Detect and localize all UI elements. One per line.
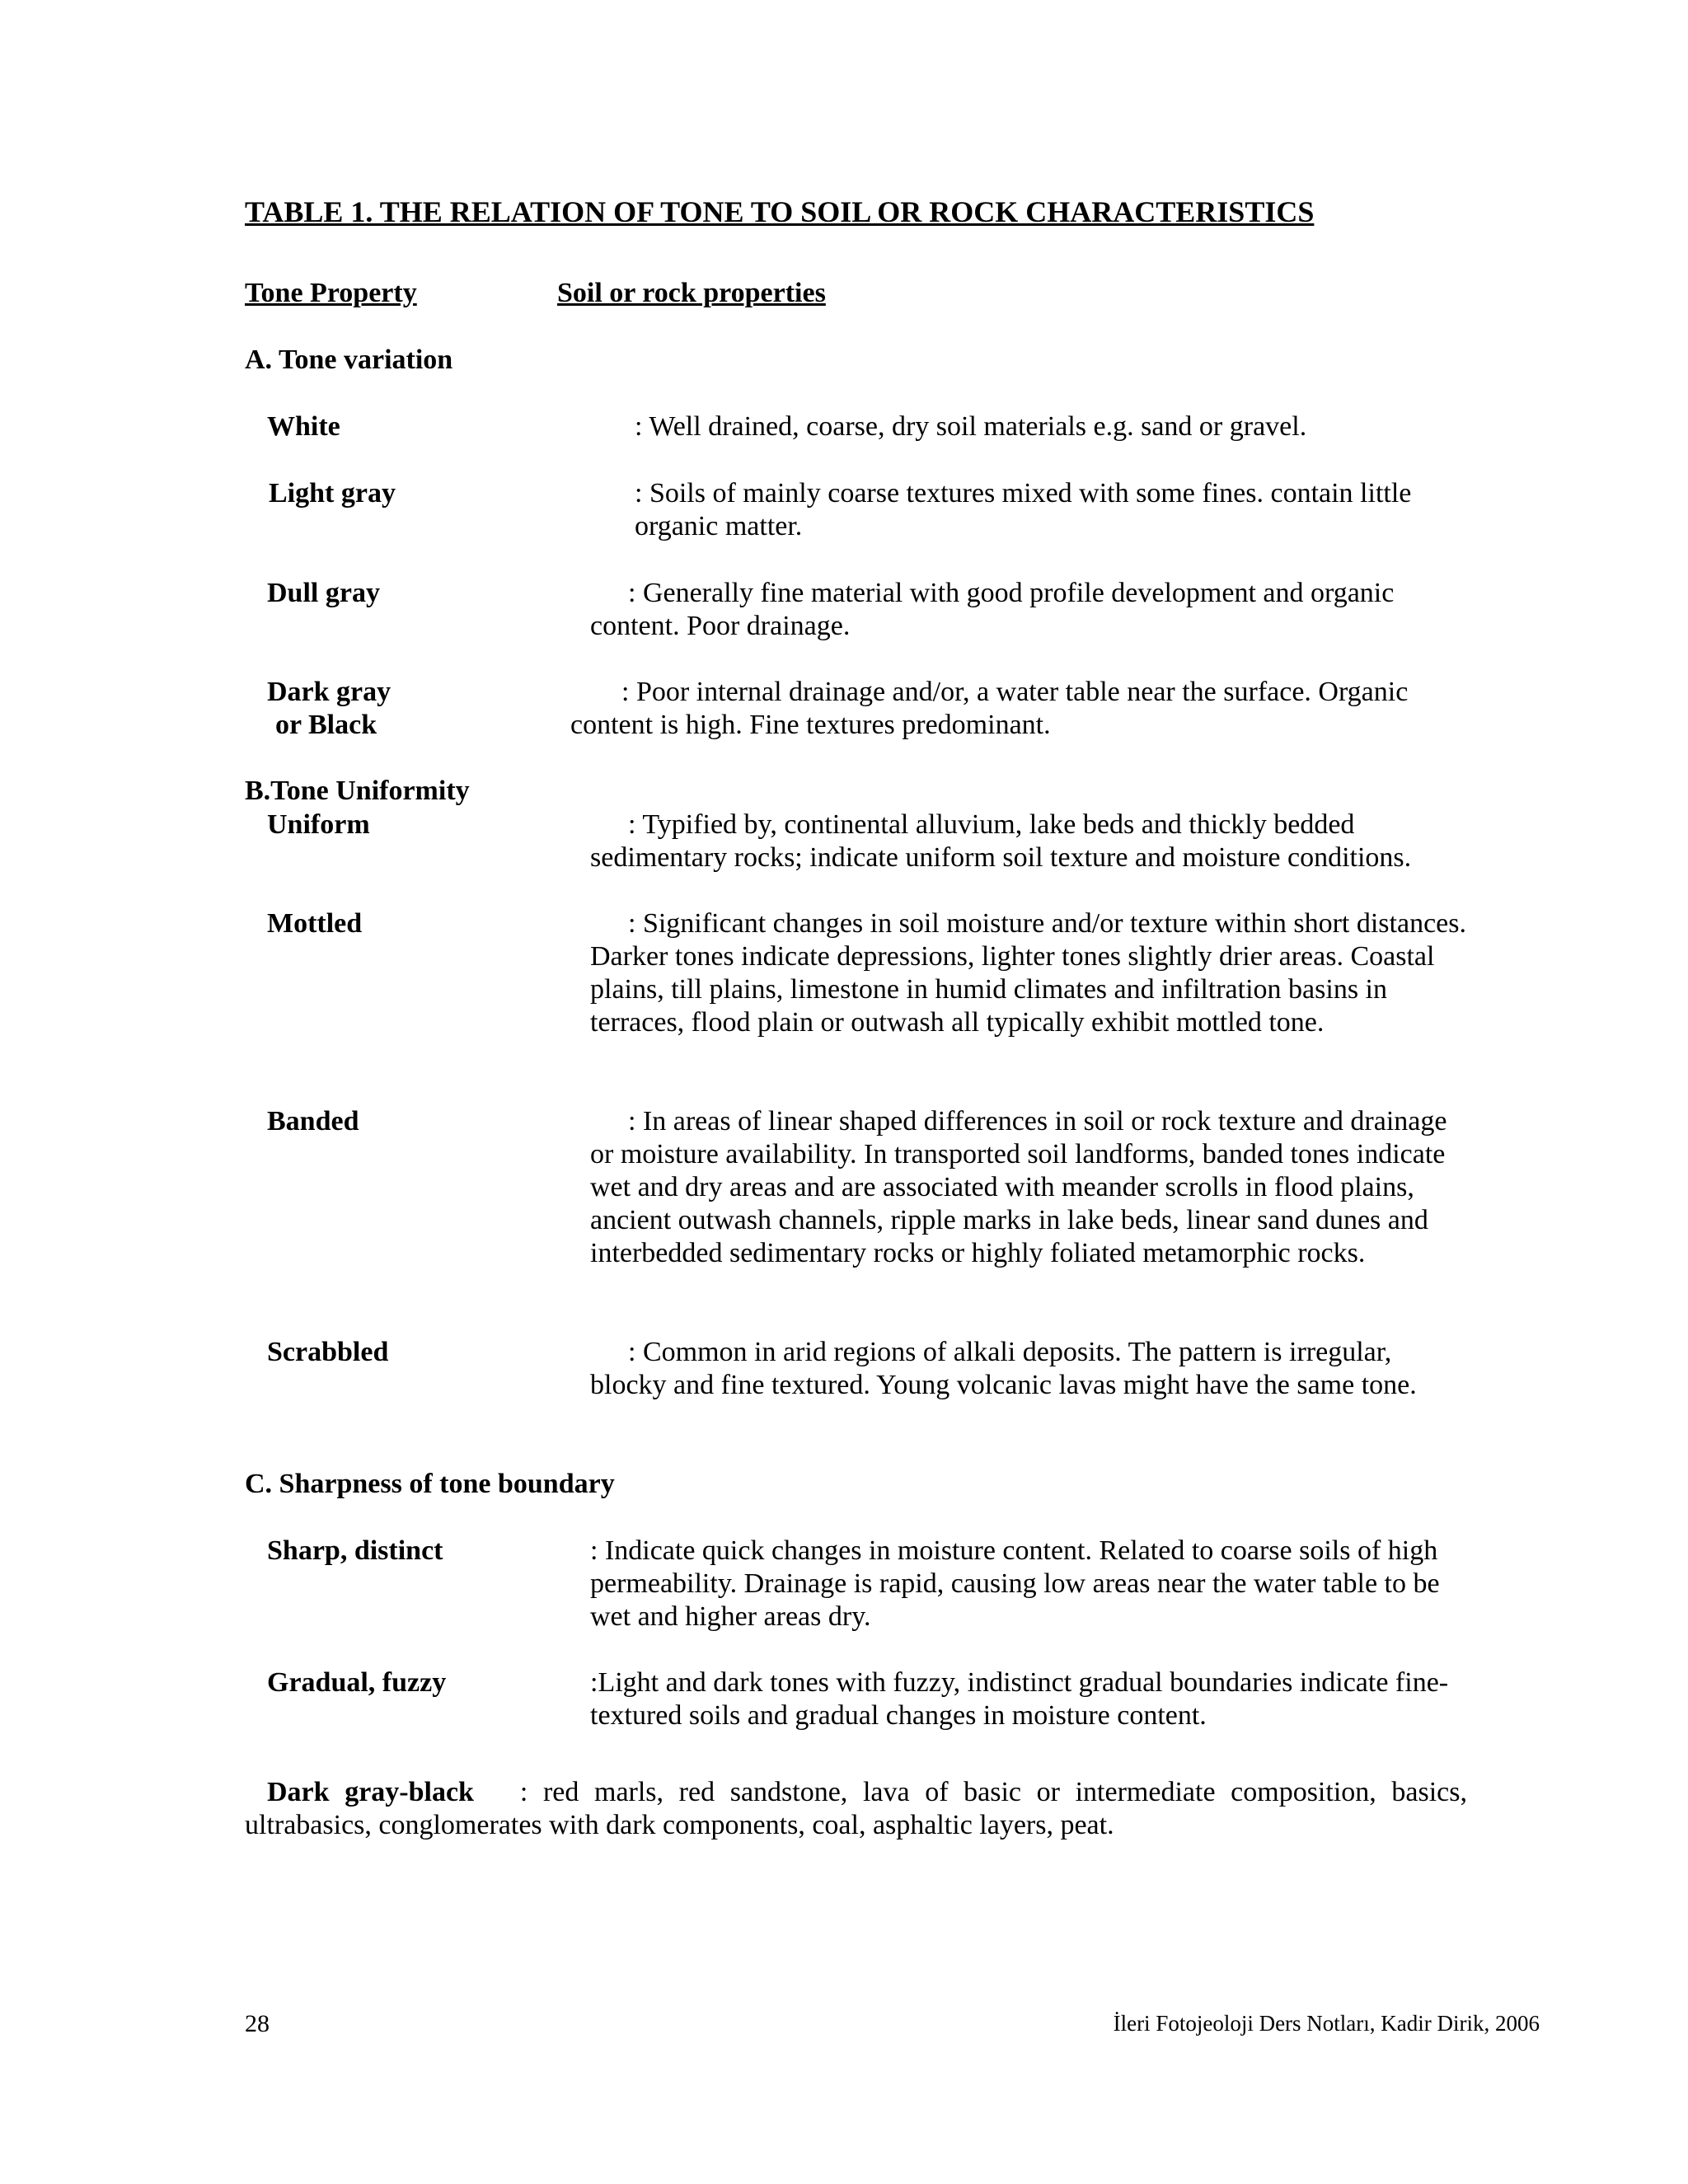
- def-dark-gray: : Poor internal drainage and/or, a water table near the surface. Organic content is high. Fine textures predominant.: [570, 677, 1409, 740]
- term-light-gray: Light gray: [269, 478, 396, 509]
- term-gradual-fuzzy: Gradual, fuzzy: [267, 1667, 447, 1698]
- term-banded: Banded: [267, 1106, 359, 1137]
- page-number: 28: [245, 2010, 270, 2037]
- def-dull-gray: : Generally fine material with good profile development and organic content. Poor drainage.: [590, 578, 1395, 641]
- term-scrabbled: Scrabbled: [267, 1337, 389, 1367]
- def-mottled: : Significant changes in soil moisture and/or texture within short distances. Darker tones indicate depressions, lighter tones slightly drier areas. Coastal plains, till plains, limestone in humid climates and infiltration basins in terraces, flood plain or outwash all typically exhibit mottled tone.: [590, 908, 1466, 1038]
- term-dull-gray: Dull gray: [267, 578, 380, 608]
- term-sharp-distinct: Sharp, distinct: [267, 1535, 443, 1566]
- term-or-black: or Black: [275, 710, 377, 740]
- table-title: TABLE 1. THE RELATION OF TONE TO SOIL OR ROCK CHARACTERISTICS: [245, 195, 1315, 228]
- column-header-tone-property: Tone Property: [245, 278, 417, 308]
- term-white: White: [267, 411, 340, 442]
- def-gradual-fuzzy: :Light and dark tones with fuzzy, indistinct gradual boundaries indicate fine- textured soils and gradual changes in moisture content.: [590, 1667, 1449, 1731]
- section-heading-sharpness: C. Sharpness of tone boundary: [245, 1469, 615, 1499]
- section-heading-tone-variation: A. Tone variation: [245, 344, 453, 375]
- def-white: : Well drained, coarse, dry soil materials e.g. sand or gravel.: [635, 411, 1307, 442]
- def-scrabbled: : Common in arid regions of alkali deposits. The pattern is irregular, blocky and fine textured. Young volcanic lavas might have the same tone.: [590, 1337, 1417, 1400]
- def-dark-gray-black: : red marls, red sandstone, lava of basic or intermediate composition, basics, ultrabasics, conglomerates with dark components, coal, asphaltic layers, peat.: [245, 1777, 1475, 1840]
- def-uniform: : Typified by, continental alluvium, lake beds and thickly bedded sedimentary rocks; indicate uniform soil texture and moisture conditions.: [590, 809, 1412, 873]
- term-uniform: Uniform: [267, 809, 370, 840]
- term-mottled: Mottled: [267, 908, 363, 939]
- term-dark-gray: Dark gray: [267, 677, 392, 707]
- column-header-soil-rock-properties: Soil or rock properties: [557, 278, 826, 308]
- def-light-gray: : Soils of mainly coarse textures mixed with some fines. contain little organic matter.: [635, 478, 1412, 541]
- term-dark-gray-black: Dark gray-black: [267, 1777, 474, 1807]
- dark-gray-black-paragraph: [245, 1776, 1475, 1842]
- def-sharp-distinct: : Indicate quick changes in moisture content. Related to coarse soils of high permeability. Drainage is rapid, causing low areas near the water table to be wet and higher areas dry.: [590, 1535, 1440, 1632]
- def-banded: : In areas of linear shaped differences in soil or rock texture and drainage or moisture availability. In transported soil landforms, banded tones indicate wet and dry areas and are associated with meander scrolls in flood plains, ancient outwash channels, ripple marks in lake beds, linear sand dunes and interbedded sedimentary rocks or highly foliated metamorphic rocks.: [590, 1106, 1447, 1268]
- footer-source: İleri Fotojeoloji Ders Notları, Kadir Dirik, 2006: [1113, 2011, 1540, 2036]
- section-heading-tone-uniformity: B.Tone Uniformity: [245, 776, 470, 806]
